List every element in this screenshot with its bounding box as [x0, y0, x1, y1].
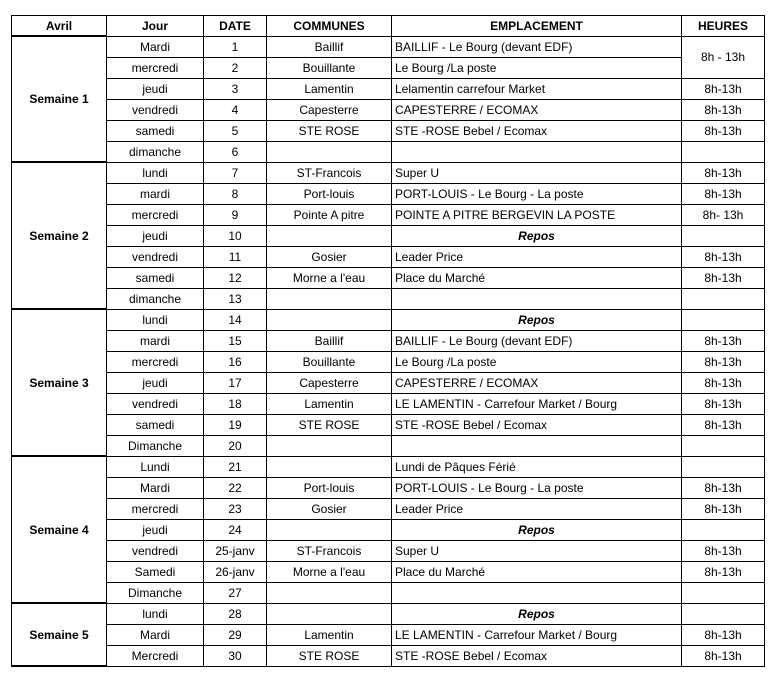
commune-cell: STE ROSE: [267, 414, 392, 435]
day-cell: Dimanche: [107, 582, 204, 603]
commune-cell: Bouillante: [267, 351, 392, 372]
hours-cell: 8h-13h: [682, 78, 765, 99]
date-cell: 22: [204, 477, 267, 498]
commune-cell: [267, 288, 392, 309]
hours-cell: [682, 288, 765, 309]
header-day: Jour: [107, 16, 204, 37]
header-hours: HEURES: [682, 16, 765, 37]
day-cell: Mercredi: [107, 645, 204, 666]
hours-cell: 8h - 13h: [682, 36, 765, 78]
day-cell: mercredi: [107, 204, 204, 225]
week-label: Semaine 4: [12, 456, 107, 603]
date-cell: 23: [204, 498, 267, 519]
commune-cell: ST-Francois: [267, 540, 392, 561]
day-cell: mardi: [107, 330, 204, 351]
location-cell: POINTE A PITRE BERGEVIN LA POSTE: [392, 204, 682, 225]
commune-cell: Gosier: [267, 498, 392, 519]
table-row: [12, 309, 765, 330]
location-cell: STE -ROSE Bebel / Ecomax: [392, 645, 682, 666]
hours-cell: [682, 225, 765, 246]
table-row: [12, 582, 765, 603]
table-row: [12, 225, 765, 246]
day-cell: dimanche: [107, 141, 204, 162]
repos-cell: Repos: [392, 603, 682, 624]
date-cell: 13: [204, 288, 267, 309]
table-row: [12, 330, 765, 351]
hours-cell: 8h-13h: [682, 372, 765, 393]
location-cell: Super U: [392, 540, 682, 561]
hours-cell: [682, 141, 765, 162]
commune-cell: [267, 603, 392, 624]
hours-cell: 8h-13h: [682, 162, 765, 183]
table-row: [12, 246, 765, 267]
date-cell: 19: [204, 414, 267, 435]
location-cell: Le Bourg /La poste: [392, 57, 682, 78]
commune-cell: [267, 435, 392, 456]
day-cell: mercredi: [107, 57, 204, 78]
date-cell: 21: [204, 456, 267, 477]
day-cell: vendredi: [107, 99, 204, 120]
hours-cell: 8h-13h: [682, 561, 765, 582]
commune-cell: [267, 225, 392, 246]
day-cell: Mardi: [107, 624, 204, 645]
hours-cell: 8h-13h: [682, 393, 765, 414]
table-row: [12, 456, 765, 477]
day-cell: Dimanche: [107, 435, 204, 456]
day-cell: samedi: [107, 414, 204, 435]
hours-cell: 8h-13h: [682, 540, 765, 561]
commune-cell: STE ROSE: [267, 645, 392, 666]
location-cell: Le Bourg /La poste: [392, 351, 682, 372]
day-cell: vendredi: [107, 393, 204, 414]
day-cell: samedi: [107, 267, 204, 288]
date-cell: 29: [204, 624, 267, 645]
date-cell: 10: [204, 225, 267, 246]
commune-cell: Gosier: [267, 246, 392, 267]
location-cell: Place du Marché: [392, 267, 682, 288]
day-cell: jeudi: [107, 372, 204, 393]
table-row: [12, 162, 765, 183]
date-cell: 17: [204, 372, 267, 393]
day-cell: Lundi: [107, 456, 204, 477]
table-row: [12, 477, 765, 498]
commune-cell: Baillif: [267, 36, 392, 57]
commune-cell: [267, 309, 392, 330]
week-label: Semaine 2: [12, 162, 107, 309]
day-cell: jeudi: [107, 78, 204, 99]
location-cell: BAILLIF - Le Bourg (devant EDF): [392, 36, 682, 57]
table-row: [12, 78, 765, 99]
location-cell: PORT-LOUIS - Le Bourg - La poste: [392, 183, 682, 204]
repos-cell: Repos: [392, 225, 682, 246]
day-cell: Samedi: [107, 561, 204, 582]
table-row: [12, 372, 765, 393]
table-row: [12, 204, 765, 225]
date-cell: 27: [204, 582, 267, 603]
hours-cell: [682, 519, 765, 540]
location-cell: Lelamentin carrefour Market: [392, 78, 682, 99]
date-cell: 2: [204, 57, 267, 78]
commune-cell: Lamentin: [267, 624, 392, 645]
hours-cell: [682, 582, 765, 603]
commune-cell: Lamentin: [267, 78, 392, 99]
table-row: [12, 519, 765, 540]
hours-cell: 8h-13h: [682, 246, 765, 267]
table-row: [12, 540, 765, 561]
commune-cell: Port-louis: [267, 477, 392, 498]
commune-cell: Baillif: [267, 330, 392, 351]
table-row: [12, 36, 765, 57]
table-row: [12, 141, 765, 162]
hours-cell: 8h-13h: [682, 477, 765, 498]
commune-cell: Morne a l'eau: [267, 561, 392, 582]
commune-cell: Morne a l'eau: [267, 267, 392, 288]
table-row: [12, 99, 765, 120]
hours-cell: 8h-13h: [682, 645, 765, 666]
commune-cell: Port-louis: [267, 183, 392, 204]
day-cell: mercredi: [107, 498, 204, 519]
date-cell: 3: [204, 78, 267, 99]
date-cell: 24: [204, 519, 267, 540]
hours-cell: 8h-13h: [682, 120, 765, 141]
hours-cell: [682, 309, 765, 330]
table-row: [12, 561, 765, 582]
repos-cell: Repos: [392, 309, 682, 330]
hours-cell: 8h-13h: [682, 624, 765, 645]
hours-cell: 8h-13h: [682, 267, 765, 288]
date-cell: 30: [204, 645, 267, 666]
location-cell: Super U: [392, 162, 682, 183]
commune-cell: Pointe A pitre: [267, 204, 392, 225]
week-label: Semaine 1: [12, 36, 107, 162]
location-cell: Leader Price: [392, 246, 682, 267]
location-cell: Place du Marché: [392, 561, 682, 582]
table-row: [12, 57, 765, 78]
repos-cell: Repos: [392, 519, 682, 540]
date-cell: 8: [204, 183, 267, 204]
day-cell: jeudi: [107, 225, 204, 246]
day-cell: vendredi: [107, 246, 204, 267]
hours-cell: [682, 456, 765, 477]
hours-cell: [682, 435, 765, 456]
schedule-table: [11, 15, 765, 667]
table-row: [12, 435, 765, 456]
date-cell: 26-janv: [204, 561, 267, 582]
commune-cell: [267, 141, 392, 162]
date-cell: 4: [204, 99, 267, 120]
commune-cell: Capesterre: [267, 372, 392, 393]
hours-cell: 8h-13h: [682, 183, 765, 204]
table-row: [12, 414, 765, 435]
hours-cell: 8h-13h: [682, 99, 765, 120]
day-cell: Mardi: [107, 36, 204, 57]
table-row: [12, 120, 765, 141]
day-cell: mardi: [107, 183, 204, 204]
header-month: Avril: [12, 16, 107, 37]
date-cell: 28: [204, 603, 267, 624]
location-cell: LE LAMENTIN - Carrefour Market / Bourg: [392, 393, 682, 414]
day-cell: mercredi: [107, 351, 204, 372]
commune-cell: [267, 456, 392, 477]
location-cell: [392, 288, 682, 309]
table-row: [12, 603, 765, 624]
location-cell: BAILLIF - Le Bourg (devant EDF): [392, 330, 682, 351]
date-cell: 12: [204, 267, 267, 288]
day-cell: dimanche: [107, 288, 204, 309]
hours-cell: 8h- 13h: [682, 204, 765, 225]
week-label: Semaine 5: [12, 603, 107, 666]
location-cell: STE -ROSE Bebel / Ecomax: [392, 414, 682, 435]
table-row: [12, 267, 765, 288]
date-cell: 25-janv: [204, 540, 267, 561]
header-location: EMPLACEMENT: [392, 16, 682, 37]
commune-cell: Bouillante: [267, 57, 392, 78]
table-row: [12, 288, 765, 309]
commune-cell: ST-Francois: [267, 162, 392, 183]
hours-cell: 8h-13h: [682, 330, 765, 351]
location-cell: STE -ROSE Bebel / Ecomax: [392, 120, 682, 141]
location-cell: Leader Price: [392, 498, 682, 519]
day-cell: samedi: [107, 120, 204, 141]
commune-cell: [267, 519, 392, 540]
commune-cell: Capesterre: [267, 99, 392, 120]
date-cell: 11: [204, 246, 267, 267]
schedule-body: [12, 36, 765, 666]
table-row: [12, 393, 765, 414]
table-row: [12, 498, 765, 519]
commune-cell: STE ROSE: [267, 120, 392, 141]
location-cell: PORT-LOUIS - Le Bourg - La poste: [392, 477, 682, 498]
day-cell: Mardi: [107, 477, 204, 498]
header-row: [12, 16, 765, 37]
header-date: DATE: [204, 16, 267, 37]
date-cell: 1: [204, 36, 267, 57]
date-cell: 9: [204, 204, 267, 225]
location-cell: [392, 582, 682, 603]
location-cell: [392, 435, 682, 456]
location-cell: CAPESTERRE / ECOMAX: [392, 372, 682, 393]
table-row: [12, 183, 765, 204]
location-cell: Lundi de Pâques Férié: [392, 456, 682, 477]
date-cell: 14: [204, 309, 267, 330]
location-cell: LE LAMENTIN - Carrefour Market / Bourg: [392, 624, 682, 645]
hours-cell: 8h-13h: [682, 351, 765, 372]
commune-cell: Lamentin: [267, 393, 392, 414]
day-cell: lundi: [107, 603, 204, 624]
day-cell: vendredi: [107, 540, 204, 561]
hours-cell: 8h-13h: [682, 414, 765, 435]
day-cell: lundi: [107, 162, 204, 183]
date-cell: 7: [204, 162, 267, 183]
date-cell: 20: [204, 435, 267, 456]
hours-cell: [682, 603, 765, 624]
location-cell: CAPESTERRE / ECOMAX: [392, 99, 682, 120]
location-cell: [392, 141, 682, 162]
table-row: [12, 645, 765, 666]
date-cell: 6: [204, 141, 267, 162]
table-row: [12, 624, 765, 645]
date-cell: 5: [204, 120, 267, 141]
commune-cell: [267, 582, 392, 603]
date-cell: 16: [204, 351, 267, 372]
date-cell: 18: [204, 393, 267, 414]
date-cell: 15: [204, 330, 267, 351]
day-cell: jeudi: [107, 519, 204, 540]
hours-cell: 8h-13h: [682, 498, 765, 519]
day-cell: lundi: [107, 309, 204, 330]
week-label: Semaine 3: [12, 309, 107, 456]
table-row: [12, 351, 765, 372]
header-commune: COMMUNES: [267, 16, 392, 37]
